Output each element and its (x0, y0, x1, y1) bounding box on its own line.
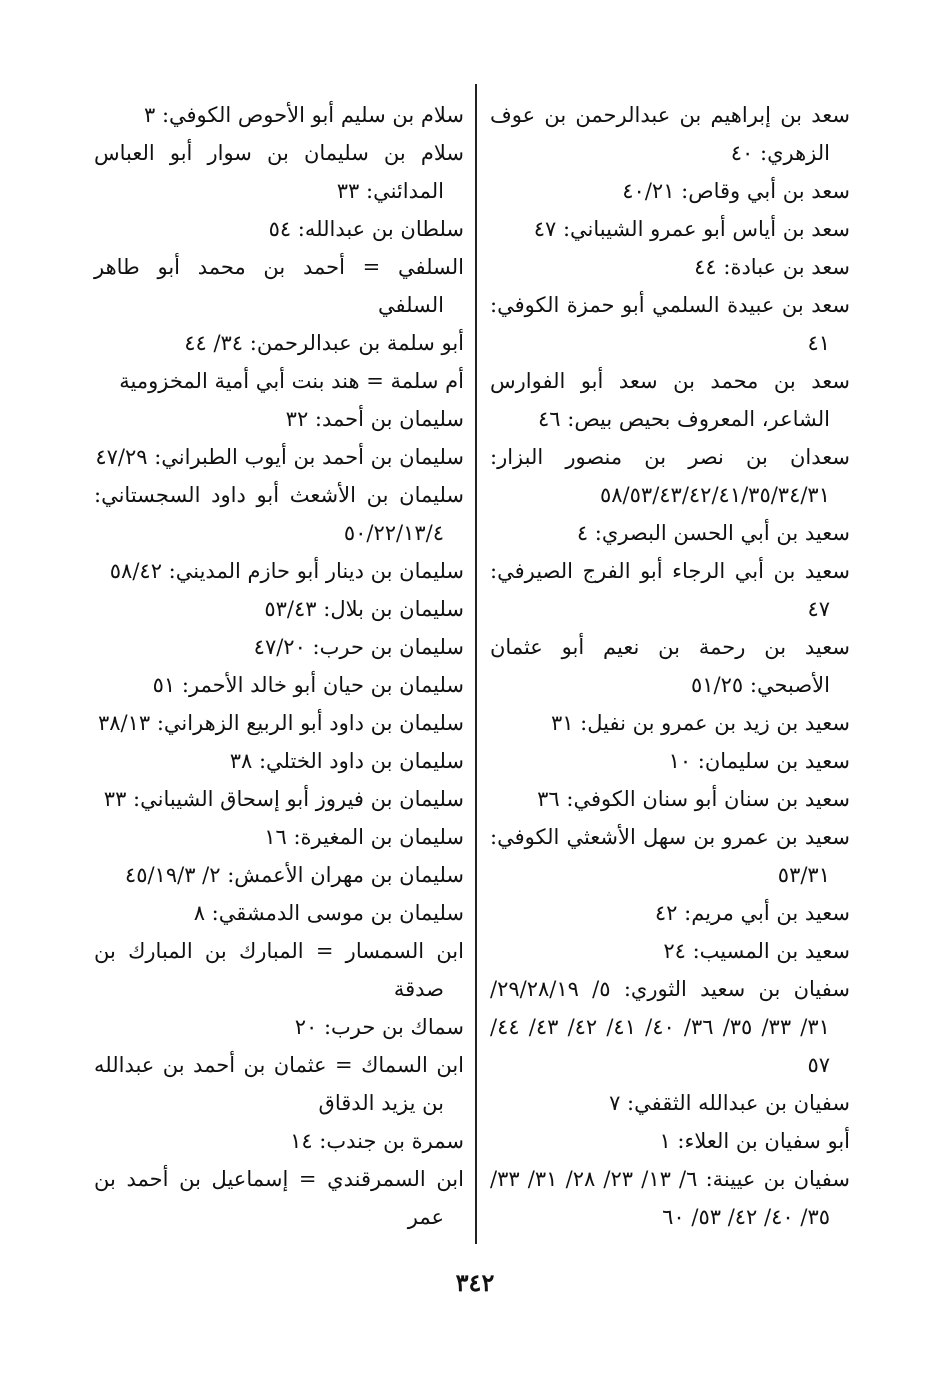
index-entry: سليمان بن بلال: ٥٣/٤٣ (264, 597, 464, 621)
index-entry: سلطان بن عبدالله: ٥٤ (268, 217, 464, 241)
index-entry: سفيان بن سعيد الثوري: ٥/ ٢٩/٢٨/١٩/ ٣١/ ٣٣/ ٣٥/ ٣٦/ ٤٠/ ٤١/ ٤٢/ ٤٣/ ٤٤/ ٥٧ (490, 977, 850, 1077)
index-entry: سليمان بن أحمد بن أيوب الطبراني: ٤٧/٢٩ (95, 445, 464, 469)
index-entry: سماك بن حرب: ٢٠ (294, 1015, 464, 1039)
index-entry: سعيد بن أبي الحسن البصري: ٤ (576, 521, 850, 545)
index-entry: سليمان بن الأشعث أبو داود السجستاني: ٥٠/٢٢/١٣/٤ (94, 483, 464, 545)
index-entry: السلفي = أحمد بن محمد أبو طاهر السلفي (94, 255, 464, 317)
index-entry: سعيد بن أبي الرجاء أبو الفرج الصيرفي: ٤٧ (490, 559, 850, 621)
index-entry: ابن السمرقندي = إسماعيل بن أحمد بن عمر (94, 1167, 464, 1229)
index-entry: سعيد بن سنان أبو سنان الكوفي: ٣٦ (537, 787, 850, 811)
index-entry: سفيان بن عيينة: ٦/ ١٣/ ٢٣/ ٢٨/ ٣١/ ٣٣/ ٣٥/ ٤٠/ ٤٢/ ٥٣/ ٦٠ (490, 1167, 850, 1229)
index-entry: سعيد بن المسيب: ٢٤ (663, 939, 850, 963)
index-entry: سمرة بن جندب: ١٤ (290, 1129, 464, 1153)
index-entry: سليمان بن أحمد: ٣٢ (285, 407, 464, 431)
index-entry: سعيد بن زيد بن عمرو بن نفيل: ٣١ (550, 711, 850, 735)
index-entry: سعد بن إبراهيم بن عبدالرحمن بن عوف الزهري: ٤٠ (490, 103, 850, 165)
index-entry: سليمان بن مهران الأعمش: ٢/ ٤٥/١٩/٣ (124, 863, 464, 887)
index-entry: سعد بن أياس أبو عمرو الشيباني: ٤٧ (533, 217, 850, 241)
index-entry: سلام بن سليمان بن سوار أبو العباس المدائني: ٣٣ (94, 141, 464, 203)
index-entry: سليمان بن موسى الدمشقي: ٨ (193, 901, 464, 925)
index-entry: سعيد بن سليمان: ١٠ (668, 749, 850, 773)
index-entry: سعد بن محمد بن سعد أبو الفوارس الشاعر، المعروف بحيص بيص: ٤٦ (490, 369, 850, 431)
index-entry: سلام بن سليم أبو الأحوص الكوفي: ٣ (143, 103, 464, 127)
index-entry: سعد بن أبي وقاص: ٤٠/٢١ (622, 179, 850, 203)
index-entry: ابن السماك = عثمان بن أحمد بن عبدالله بن يزيد الدقاق (94, 1053, 464, 1115)
index-entry: سليمان بن حيان أبو خالد الأحمر: ٥١ (152, 673, 464, 697)
index-entry: سعيد بن أبي مريم: ٤٢ (654, 901, 850, 925)
page-number: ٣٤٢ (455, 1268, 495, 1297)
column-divider (475, 84, 477, 1244)
index-entry: سليمان بن المغيرة: ١٦ (264, 825, 464, 849)
index-entry: سعد بن عبادة: ٤٤ (694, 255, 850, 279)
index-column-right (490, 96, 850, 1236)
index-entry: سفيان بن عبدالله الثقفي: ٧ (609, 1091, 850, 1115)
index-entry: سليمان بن داود أبو الربيع الزهراني: ٣٨/١٣ (97, 711, 464, 735)
index-entry: سعيد بن رحمة بن نعيم أبو عثمان الأصبحي: ٥١/٢٥ (490, 635, 850, 697)
index-entry: سعد بن عبيدة السلمي أبو حمزة الكوفي: ٤١ (490, 293, 850, 355)
index-entry: أبو سفيان بن العلاء: ١ (659, 1129, 850, 1153)
index-entry: سعيد بن عمرو بن سهل الأشعثي الكوفي: ٥٣/٣١ (490, 825, 850, 887)
index-column-left (94, 96, 464, 1236)
index-entry: سليمان بن فيروز أبو إسحاق الشيباني: ٣٣ (103, 787, 464, 811)
index-entry: سليمان بن دينار أبو حازم المديني: ٥٨/٤٢ (109, 559, 464, 583)
index-entry: سليمان بن حرب: ٤٧/٢٠ (253, 635, 464, 659)
index-entry: سعدان بن نصر بن منصور البزار: ٥٨/٥٣/٤٣/٤٢/٤١/٣٥/٣٤/٣١ (490, 445, 850, 507)
index-entry: سليمان بن داود الختلي: ٣٨ (229, 749, 464, 773)
index-entry: أم سلمة = هند بنت أبي أمية المخزومية (119, 369, 464, 393)
index-entry: ابن السمسار = المبارك بن المبارك بن صدقة (94, 939, 464, 1001)
index-entry: أبو سلمة بن عبدالرحمن: ٣٤/ ٤٤ (184, 331, 464, 355)
